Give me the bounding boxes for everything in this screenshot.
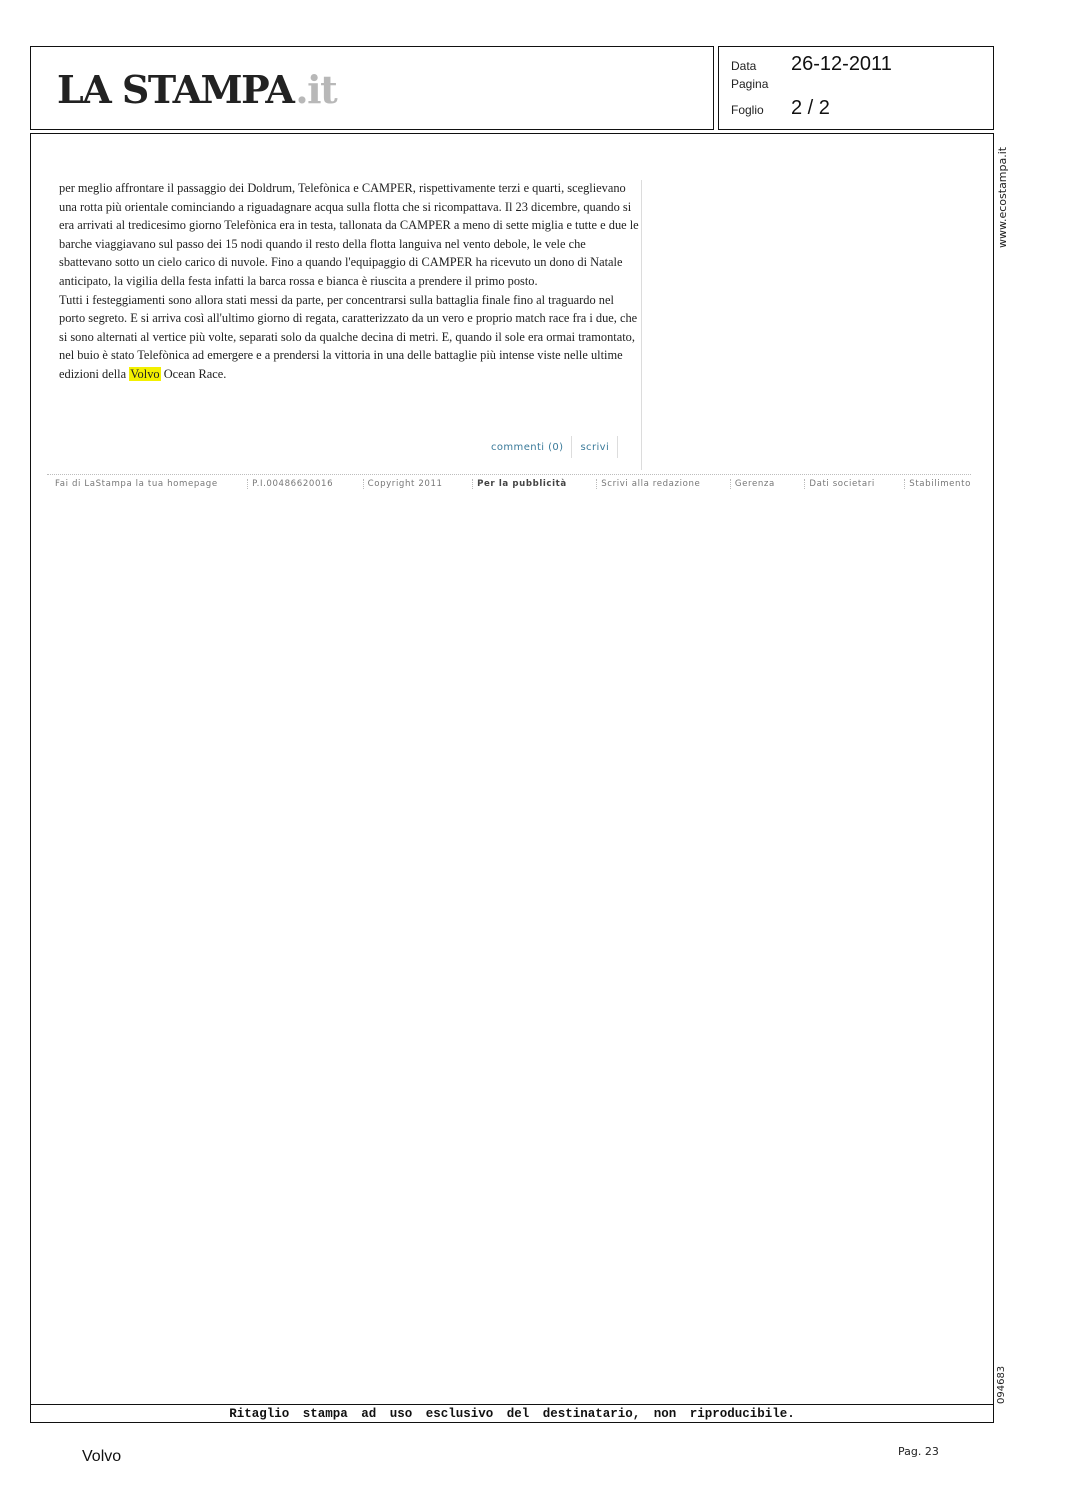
link-separator — [617, 436, 618, 458]
column-divider — [641, 180, 642, 470]
footer-link-management[interactable]: Gerenza — [730, 479, 775, 489]
masthead-box — [30, 46, 714, 130]
article-paragraph-2-end: Ocean Race. — [163, 366, 227, 381]
date-value: 26-12-2011 — [791, 53, 892, 75]
page-row — [731, 77, 791, 91]
meta-info-box — [718, 46, 994, 130]
page-label: Pagina — [731, 77, 769, 91]
sheet-value: 2 / 2 — [791, 97, 830, 119]
article-page-box — [30, 133, 994, 1423]
clipping-divider — [31, 1404, 993, 1405]
bottom-keyword: Volvo — [82, 1448, 122, 1465]
newspaper-logo — [57, 67, 336, 112]
write-comment-link[interactable]: scrivi — [580, 441, 610, 453]
sheet-row — [731, 97, 830, 120]
article-body — [59, 179, 639, 384]
highlighted-keyword: Volvo — [130, 366, 160, 381]
footer-link-write-editorial[interactable]: Scrivi alla redazione — [596, 479, 700, 489]
bottom-page-number: Pag. 23 — [898, 1445, 939, 1458]
article-paragraph-1: per meglio affrontare il passaggio dei Doldrum, Telefònica e CAMPER, rispettivamente terzi e quarti, sceglievano una rotta più orientale cominciando a riguadagnare acqua sulla flotta che si ricompattava. Il 23 dicembre, quando si era arrivati al tredicesimo giorno Telefònica era in testa, tallonata da CAMPER a meno di sette miglia e tutte e due le barche viaggiavano sul passo dei 15 nodi quando il resto della flotta languiva nel vento debole, le vele che sbattevano sotto un cielo carico di nuvole. Fino a quando l'equipaggio di CAMPER ha ricevuto un dono di Natale anticipato, la vigilia della festa infatti la barca rossa e bianca è riuscita a prendere il primo posto. — [59, 181, 639, 288]
side-code-text: 094683 — [996, 1365, 1007, 1404]
sheet-label: Foglio — [731, 103, 764, 117]
link-separator — [571, 436, 572, 458]
site-footer-links — [47, 479, 971, 489]
footer-link-company-data[interactable]: Dati societari — [804, 479, 874, 489]
footer-copyright: Copyright 2011 — [363, 479, 443, 489]
article-paragraph-2 — [59, 291, 639, 384]
date-label: Data — [731, 59, 757, 73]
logo-suffix-text: .it — [295, 67, 337, 112]
footer-vat-number: P.I.00486620016 — [247, 479, 333, 489]
logo-main-text: LA STAMPA — [57, 67, 294, 112]
footer-link-advertising[interactable]: Per la pubblicità — [472, 479, 567, 489]
footer-divider — [47, 474, 971, 475]
article-paragraph-2-text: Tutti i festeggiamenti sono allora stati messi da parte, per concentrarsi sulla battaglia finale fino al traguardo nel porto segreto. E si arriva così all'ultimo giorno di regata, caratterizzato da un vero e proprio match race fra i due, che si sono alternati al vertice più volte, separati solo da qualche decina di metri. E, quando il sole era ormai tramontato, nel buio è stato Telefònica ad emergere e a prendersi la vittoria in una delle battaglie più intense viste nelle ultime edizioni della — [59, 292, 638, 381]
date-row — [731, 53, 892, 76]
comments-link[interactable]: commenti (0) — [491, 441, 564, 453]
side-url-text: www.ecostampa.it — [996, 146, 1009, 248]
clipping-notice: Ritaglio stampa ad uso esclusivo del destinatario, non riproducibile. — [229, 1407, 795, 1421]
comment-links — [491, 436, 626, 458]
footer-link-homepage[interactable]: Fai di LaStampa la tua homepage — [55, 479, 218, 489]
footer-link-plant[interactable]: Stabilimento — [904, 479, 971, 489]
